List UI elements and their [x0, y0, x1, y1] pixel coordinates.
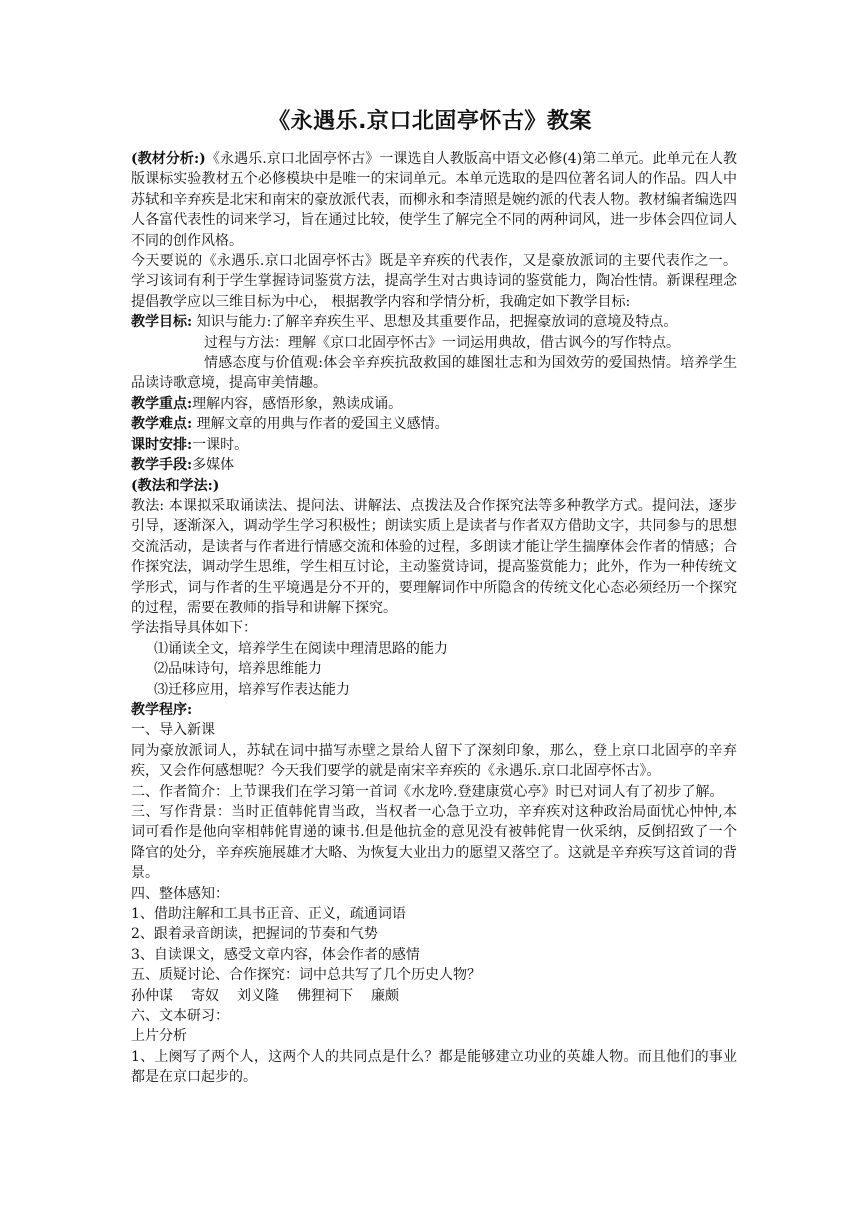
goal-knowledge: 知识与能力:了解辛弃疾生平、思想及其重要作品，把握豪放词的意境及特点。 [196, 314, 678, 331]
section-1-text: 同为豪放派词人，苏轼在词中描写赤壁之景给人留下了深刻印象，那么，登上京口北固亭的辛弃疾，又会作何感想呢？今天我们要学的就是南宋辛弃疾的《永遇乐.京口北固亭怀古》。 [131, 742, 737, 780]
means-label: 教学手段: [131, 457, 193, 474]
section-6-subheading: 上片分析 [131, 1028, 187, 1045]
analysis-text: 《永遇乐.京口北固亭怀古》一课选自人教版高中语文必修(4)第二单元。此单元在人教版课标实验教材五个必修模块中是唯一的宋词单元。本单元选取的是四位著名词人的作品。四人中苏轼和辛弃疾是北宋和南宋的豪放派代表，而柳永和李清照是婉约派的代表人物。教材编者编选四人各富代表性的词来学习，旨在通过比较，使学生了解完全不同的两种词风，进一步体会四位词人不同的创作风格。 [131, 151, 738, 249]
study-intro: 学法指导具体如下： [131, 620, 257, 637]
method-paragraph: 教法: 本课拟采取诵读法、提问法、讲解法、点拨法及合作探究法等多种教学方式。提问法，逐步引导，逐渐深入，调动学生学习积极性；朗读实质上是读者与作者双方借助文字，共同参与的思想交流活动，是读者与作者进行情感交流和体验的过程，多朗读才能让学生揣摩体会作者的情感；合作探究法，调动学生思维，学生相互讨论，主动鉴赏诗词，提高鉴赏能力；此外，作为一种传统文学形式，词与作者的生平境遇是分不开的，要理解词作中所隐含的传统文化心态必须经历一个探究的过程，需要在教师的指导和讲解下探究。 [131, 497, 737, 616]
goal-process: 过程与方法：理解《京口北固亭怀古》一词运用典故，借古讽今的写作特点。 [204, 334, 680, 351]
difficulty-line [131, 414, 737, 434]
key-text: 理解内容，感悟形象，熟读成诵。 [192, 395, 403, 412]
time-line [131, 435, 737, 455]
section-1-heading: 一、导入新课 [131, 722, 215, 739]
section-6-heading: 六、文本研习： [131, 1008, 229, 1025]
name-item: 寄奴 [191, 987, 219, 1004]
name-item: 刘义隆 [237, 987, 279, 1004]
goal-emotion: 情感态度与价值观:体会辛弃疾抗敌救国的雄图壮志和为国效劳的爱国热情。培养学生品读诗歌意境，提高审美情趣。 [131, 355, 737, 392]
name-item: 佛狸祠下 [297, 987, 353, 1004]
section-5-text: 五、质疑讨论、合作探究：词中总共写了几个历史人物？ [131, 967, 481, 984]
means-text: 多媒体 [192, 457, 235, 474]
difficulty-label: 教学难点: [131, 416, 193, 433]
method-label: (教法和学法:) [131, 477, 220, 494]
key-line [131, 394, 737, 414]
goals-label: 教学目标: [131, 314, 193, 331]
time-label: 课时安排: [131, 436, 193, 453]
analysis-paragraph [131, 149, 737, 251]
section-4-item: 2、跟着录音朗读，把握词的节奏和气势 [131, 926, 378, 943]
section-2-text: 二、作者简介：上节课我们在学习第一首词《水龙吟.登建康赏心亭》时已对词人有了初步了解。 [131, 783, 724, 800]
means-line [131, 455, 737, 475]
study-item: ⑶迁移应用，培养写作表达能力 [154, 681, 350, 698]
name-item: 廉颇 [371, 987, 399, 1004]
difficulty-text: 理解文章的用典与作者的爱国主义感情。 [192, 416, 449, 433]
analysis-label: (教材分析:) [131, 151, 206, 167]
key-label: 教学重点: [131, 395, 193, 412]
section-4-item: 1、借助注解和工具书正音、正义，疏通词语 [131, 906, 406, 923]
study-item: ⑴诵读全文，培养学生在阅读中理清思路的能力 [154, 640, 448, 657]
intro-paragraph: 今天要说的《永遇乐.京口北固亭怀古》既是辛弃疾的代表作，又是豪放派词的主要代表作之一。学习该词有利于学生掌握诗词鉴赏方法，提高学生对古典诗词的鉴赏能力，陶冶性情。新课程理念提倡教学应以三维目标为中心， 根据教学内容和学情分析，我确定如下教学目标: [131, 253, 737, 310]
historical-names [131, 986, 737, 1006]
section-4-item: 3、自读课文，感受文章内容，体会作者的感情 [131, 946, 420, 963]
name-item: 孙仲谋 [131, 987, 173, 1004]
section-3-text: 三、写作背景：当时正值韩侂胄当政，当权者一心急于立功，辛弃疾对这种政治局面忧心忡忡,本词可看作是他向宰相韩侂胄递的谏书.但是他抗金的意见没有被韩侂胄一伙采纳，反倒招致了一个降官的处分，辛弃疾施展雄才大略、为恢复大业出力的愿望又落空了。这就是辛弃疾写这首词的背景。 [131, 804, 737, 882]
goals-line [131, 312, 737, 332]
section-6-question-1: 1、上阕写了两个人，这两个人的共同点是什么？都是能够建立功业的英雄人物。而且他们的事业都是在京口起步的。 [131, 1048, 737, 1086]
procedure-label: 教学程序: [131, 701, 193, 718]
time-text: 一课时。 [192, 436, 249, 453]
section-4-heading: 四、整体感知： [131, 885, 229, 902]
goal-emotion-paragraph [131, 353, 737, 394]
document-title: 《永遇乐.京口北固亭怀古》教案 [268, 109, 592, 134]
study-item: ⑵品味诗句，培养思维能力 [154, 661, 322, 678]
document-body [131, 149, 737, 1088]
